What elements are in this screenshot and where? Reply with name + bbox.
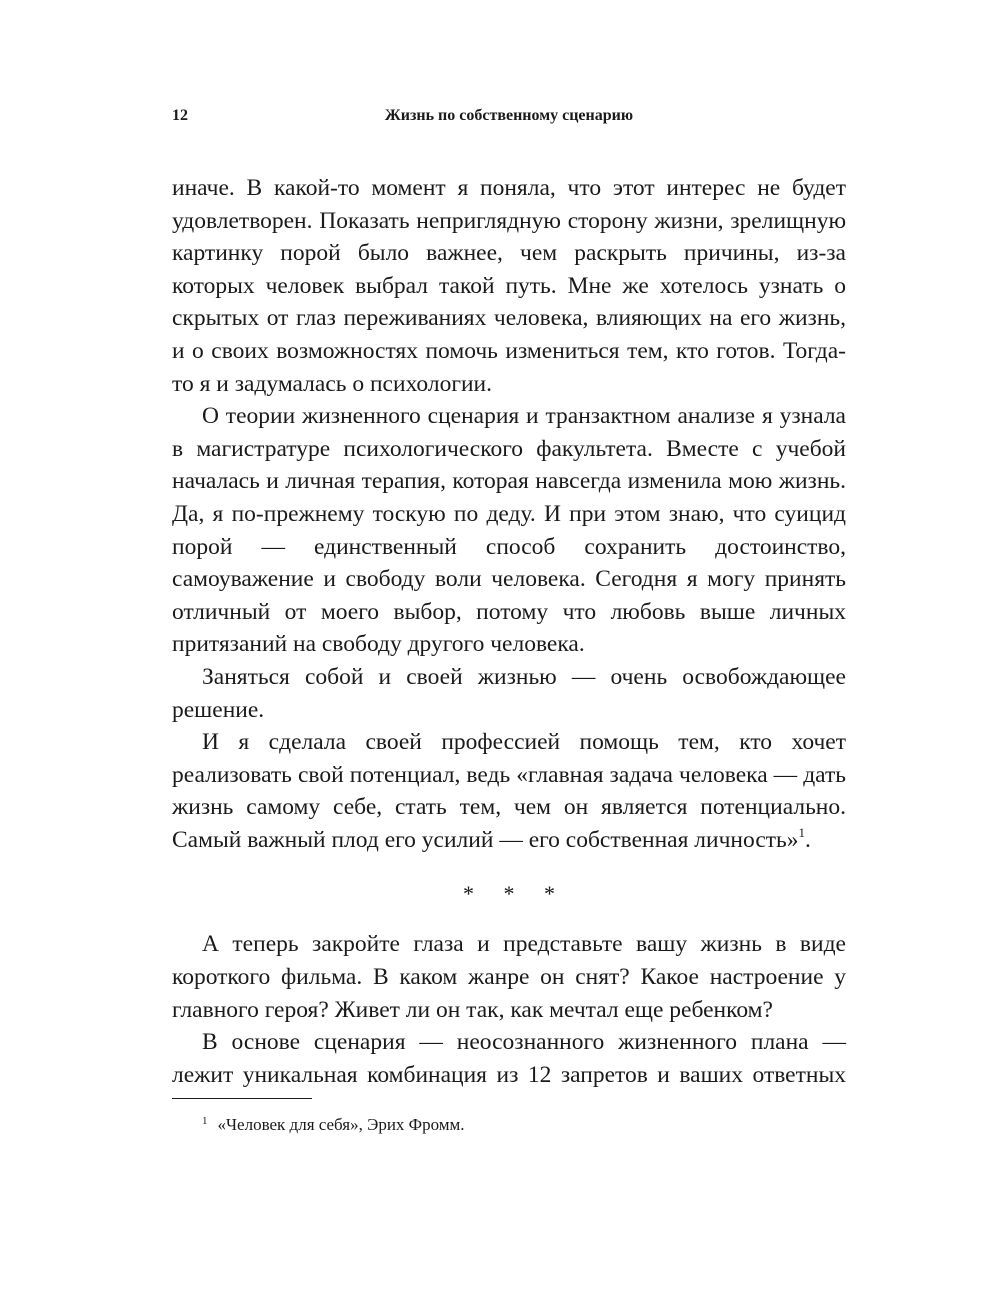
footnote-reference: 1	[798, 824, 805, 840]
section-separator: * * *	[463, 881, 567, 907]
book-page	[172, 0, 846, 1299]
paragraph-5: А теперь закройте глаза и представьте вашу жизнь в виде короткого фильма. В каком жанре он снят? Какое настроение у главного героя? Живет ли он так, как мечтал еще ребенком?	[172, 931, 846, 1023]
paragraph-4-text: И я сделала своей профессией помощь тем, кто хочет реализовать свой потенциал, ведь «главная задача человека — дать жизнь самому себе, стать тем, чем он является потенциально. Самый важный плод его усилий — его собственная личность»	[172, 729, 846, 853]
paragraph-3: Заняться собой и своей жизнью — очень освобождающее решение.	[172, 663, 846, 723]
running-head	[172, 104, 846, 128]
footnote-number: 1	[202, 1115, 208, 1127]
paragraph-2: О теории жизненного сценария и транзактном анализе я узнала в магистратуре психологического факультета. Вместе с учебой началась и личная терапия, которая навсегда изменила мою жизнь. Да, я по-прежнему тоскую по деду. И при этом знаю, что суицид порой — единственный способ сохранить достоинство, самоуважение и свободу воли человека. Сегодня я могу принять отличный от моего выбор, потому что любовь выше личных притязаний на свободу другого человека.	[172, 403, 846, 658]
paragraph-6: В основе сценария — неосознанного жизненного плана — лежит уникальная комбинация из 12 запретов и ваших ответных	[172, 1029, 846, 1088]
body-text	[172, 172, 846, 1091]
running-title: Жизнь по собственному сценарию	[384, 107, 634, 124]
page-number: 12	[172, 107, 188, 124]
footnote	[202, 1108, 842, 1138]
paragraph-1: иначе. В какой-то момент я поняла, что этот интерес не будет удовлетворен. Показать неприглядную сторону жизни, зрелищную картинку порой было важнее, чем раскрыть причины, из-за которых человек выбрал такой путь. Мне же хотелось узнать о скрытых от глаз переживаниях человека, влияющих на его жизнь, и о своих возможностях помочь измениться тем, кто готов. Тогда-то я и задумалась о психологии.	[172, 175, 846, 397]
footnote-divider	[172, 1098, 312, 1099]
footnote-text: «Человек для себя», Эрих Фромм.	[217, 1115, 465, 1134]
paragraph-4	[172, 726, 846, 856]
paragraph-4-end: .	[805, 826, 811, 853]
